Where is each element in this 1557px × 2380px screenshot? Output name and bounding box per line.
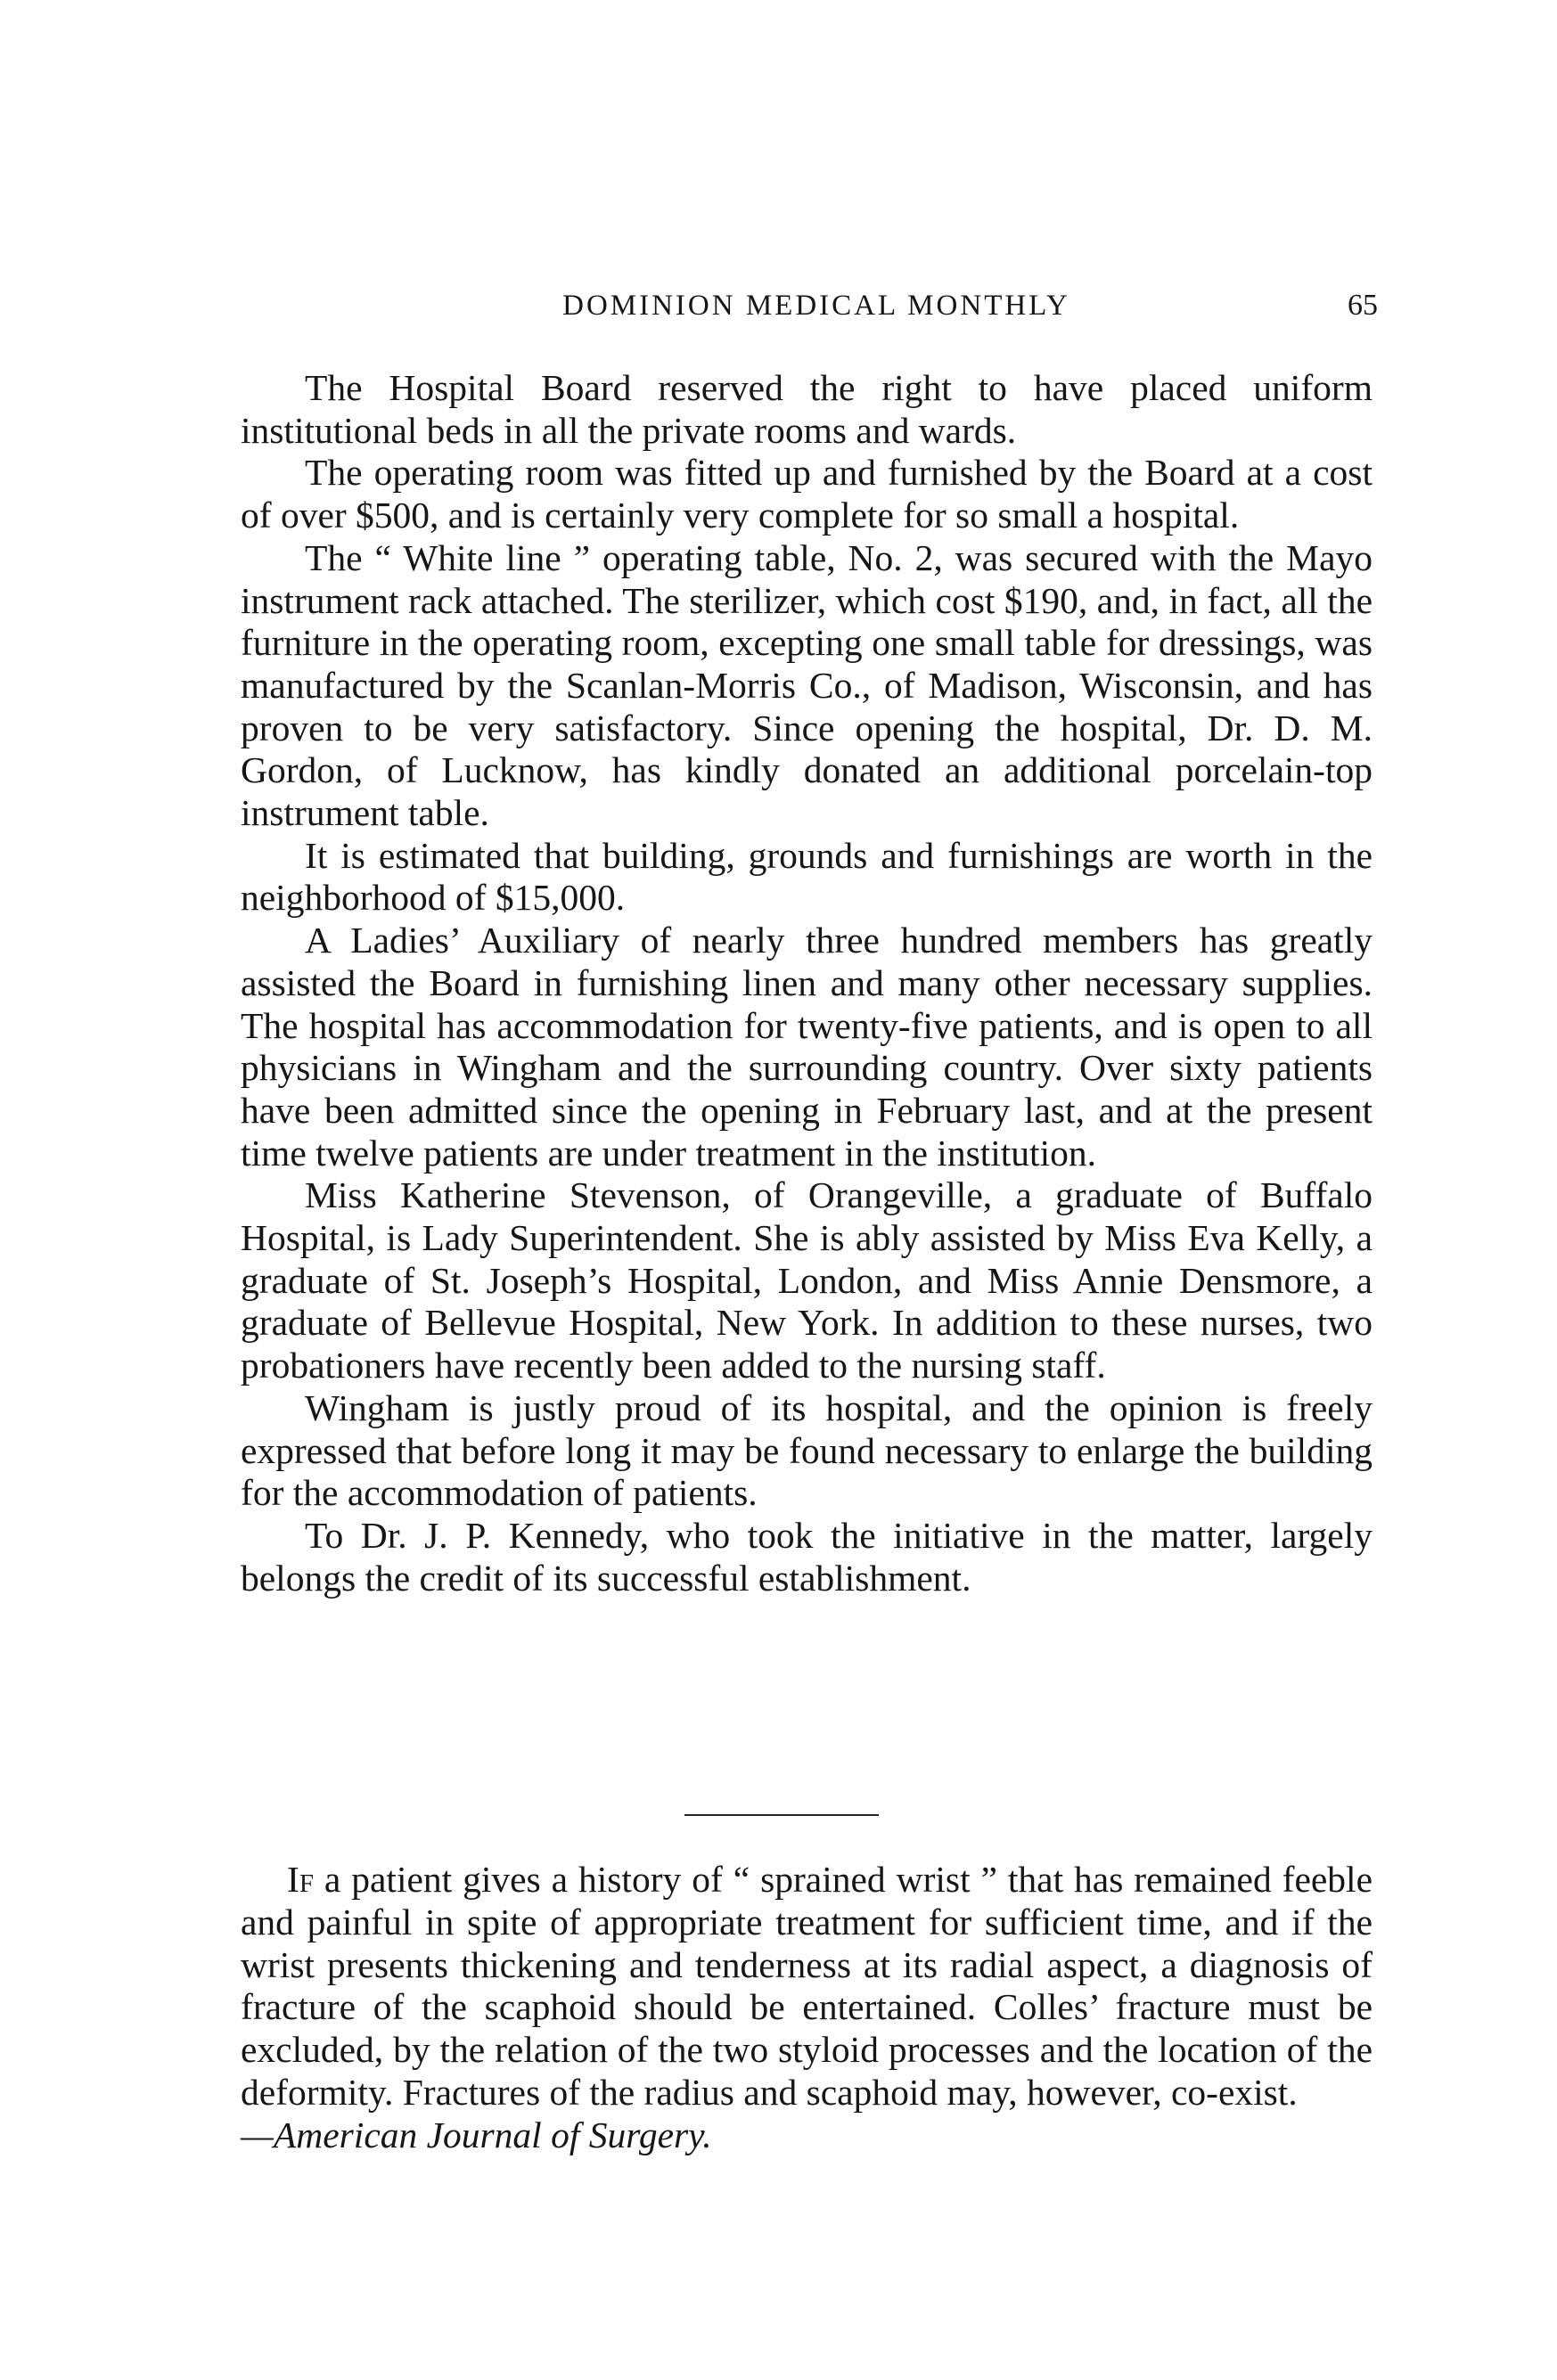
paragraph: The operating room was fitted up and furnished by the Board at a cost of over $500, and is certainly very complete for so small a hospital. xyxy=(241,452,1373,536)
note-lead-word: If xyxy=(287,1859,314,1900)
note-paragraph xyxy=(241,1859,1373,2157)
paragraph: Wingham is justly proud of its hospital, and the opinion is freely expressed that before long it may be found necessary to enlarge the building for the accommodation of patients. xyxy=(241,1386,1373,1514)
note-source: —American Journal of Surgery. xyxy=(241,2114,712,2155)
running-head xyxy=(237,283,1378,328)
page-number: 65 xyxy=(1348,289,1378,322)
paragraph: To Dr. J. P. Kennedy, who took the initiative in the matter, largely belongs the credit of its successful establishment. xyxy=(241,1514,1373,1599)
paragraph: A Ladies’ Auxiliary of nearly three hundred members has greatly assisted the Board in furnishing linen and many other necessary supplies. The hospital has accommodation for twenty-five patients, and is open to all physicians in Wingham and the surrounding country. Over sixty patients have been admitted since the opening in February last, and at the present time twelve patients are under treatment in the institution. xyxy=(241,920,1373,1174)
abstract-note xyxy=(241,1859,1373,2157)
paragraph: It is estimated that building, grounds and furnishings are worth in the neighborhood of $15,000. xyxy=(241,834,1373,919)
section-divider xyxy=(684,1814,879,1816)
paragraph: The “ White line ” operating table, No. 2, was secured with the Mayo instrument rack attached. The sterilizer, which cost $190, and, in fact, all the furniture in the operating room, excepting one small table for dressings, was manufactured by the Scanlan-Morris Co., of Madison, Wisconsin, and has proven to be very satisfactory. Since opening the hospital, Dr. D. M. Gordon, of Lucknow, has kindly donated an additional porcelain-top instrument table. xyxy=(241,536,1373,834)
paragraph: The Hospital Board reserved the right to have placed uniform institutional beds in all the private rooms and wards. xyxy=(241,367,1373,451)
note-text: a patient gives a history of “ sprained wrist ” that has remained feeble and painful in spite of appropriate treatment for sufficient time, and if the wrist presents thickening and tenderness at its radial aspect, a diagnosis of fracture of the scaphoid should be entertained. Colles’ fracture must be excluded, by the relation of the two styloid processes and the location of the deformity. Fractures of the radius and scaphoid may, however, co-exist. xyxy=(241,1859,1373,2113)
running-title: DOMINION MEDICAL MONTHLY xyxy=(562,290,1070,322)
paragraph: Miss Katherine Stevenson, of Orangeville, a graduate of Buffalo Hospital, is Lady Superintendent. She is ably assisted by Miss Eva Kelly, a graduate of St. Joseph’s Hospital, London, and Miss Annie Densmore, a graduate of Bellevue Hospital, New York. In addition to these nurses, two probationers have recently been added to the nursing staff. xyxy=(241,1174,1373,1386)
article-body xyxy=(241,367,1373,1599)
